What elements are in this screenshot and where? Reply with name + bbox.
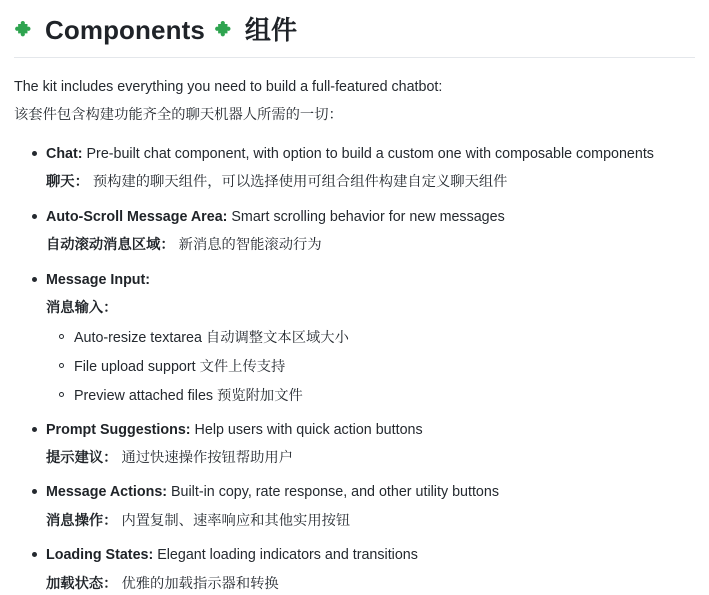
puzzle-piece-icon xyxy=(214,19,236,41)
feature-label-zh: 消息输入： xyxy=(46,300,118,316)
feature-text-zh: 优雅的加载指示器和转换 xyxy=(121,575,279,592)
feature-label-en: Auto-Scroll Message Area: xyxy=(46,208,228,225)
feature-label-zh: 加载状态： xyxy=(46,575,118,592)
list-item xyxy=(32,482,695,532)
feature-text-en: Pre-built chat component, with option to build a custom one with composable components xyxy=(86,145,654,162)
list-item xyxy=(32,207,695,257)
feature-en xyxy=(46,482,695,503)
page-title xyxy=(14,14,695,58)
feature-zh xyxy=(46,511,695,532)
list-item: File upload support 文件上传支持 xyxy=(58,357,695,378)
feature-text-zh: 预构建的聊天组件，可以选择使用可组合组件构建自定义聊天组件 xyxy=(92,174,508,191)
feature-label-zh: 提示建议： xyxy=(46,450,118,467)
feature-zh xyxy=(46,172,695,193)
feature-en xyxy=(46,545,695,566)
feature-label-en: Prompt Suggestions: xyxy=(46,421,191,438)
feature-sublist xyxy=(46,328,695,406)
feature-en xyxy=(46,420,695,441)
feature-zh xyxy=(46,574,695,595)
intro-paragraph-en: The kit includes everything you need to build a full-featured chatbot: xyxy=(14,78,443,95)
feature-zh xyxy=(46,235,695,256)
feature-text-zh: 通过快速操作按钮帮助用户 xyxy=(121,450,294,467)
puzzle-piece-icon xyxy=(14,19,36,41)
list-item xyxy=(32,270,695,407)
feature-en xyxy=(46,270,695,291)
feature-label-zh: 消息操作： xyxy=(46,512,118,529)
list-item xyxy=(32,420,695,470)
list-item xyxy=(32,144,695,194)
feature-label-zh: 聊天： xyxy=(46,174,89,191)
list-item: Preview attached files 预览附加文件 xyxy=(58,386,695,407)
list-item xyxy=(32,545,695,595)
feature-text-en: Built-in copy, rate response, and other utility buttons xyxy=(171,484,499,501)
feature-text-en: Elegant loading indicators and transitions xyxy=(157,547,418,564)
page-title-text-zh: 组件 xyxy=(244,15,298,45)
feature-text-zh: 新消息的智能滚动行为 xyxy=(178,237,322,254)
page-title-text-en: Components xyxy=(45,15,205,45)
feature-text-en: Smart scrolling behavior for new messages xyxy=(231,208,505,225)
feature-label-en: Chat: xyxy=(46,145,83,162)
feature-list xyxy=(14,144,695,595)
feature-label-en: Message Input: xyxy=(46,271,151,288)
feature-label-zh: 自动滚动消息区域： xyxy=(46,237,175,254)
feature-zh xyxy=(46,448,695,469)
list-item: Auto-resize textarea 自动调整文本区域大小 xyxy=(58,328,695,349)
feature-label-en: Loading States: xyxy=(46,547,154,564)
feature-text-en: Help users with quick action buttons xyxy=(194,421,423,438)
feature-label-en: Message Actions: xyxy=(46,484,168,501)
feature-en xyxy=(46,207,695,228)
feature-text-zh: 内置复制、速率响应和其他实用按钮 xyxy=(121,512,351,529)
feature-en xyxy=(46,144,695,165)
feature-zh xyxy=(46,298,695,319)
intro-paragraph-zh: 该套件包含构建功能齐全的聊天机器人所需的一切： xyxy=(14,106,343,123)
